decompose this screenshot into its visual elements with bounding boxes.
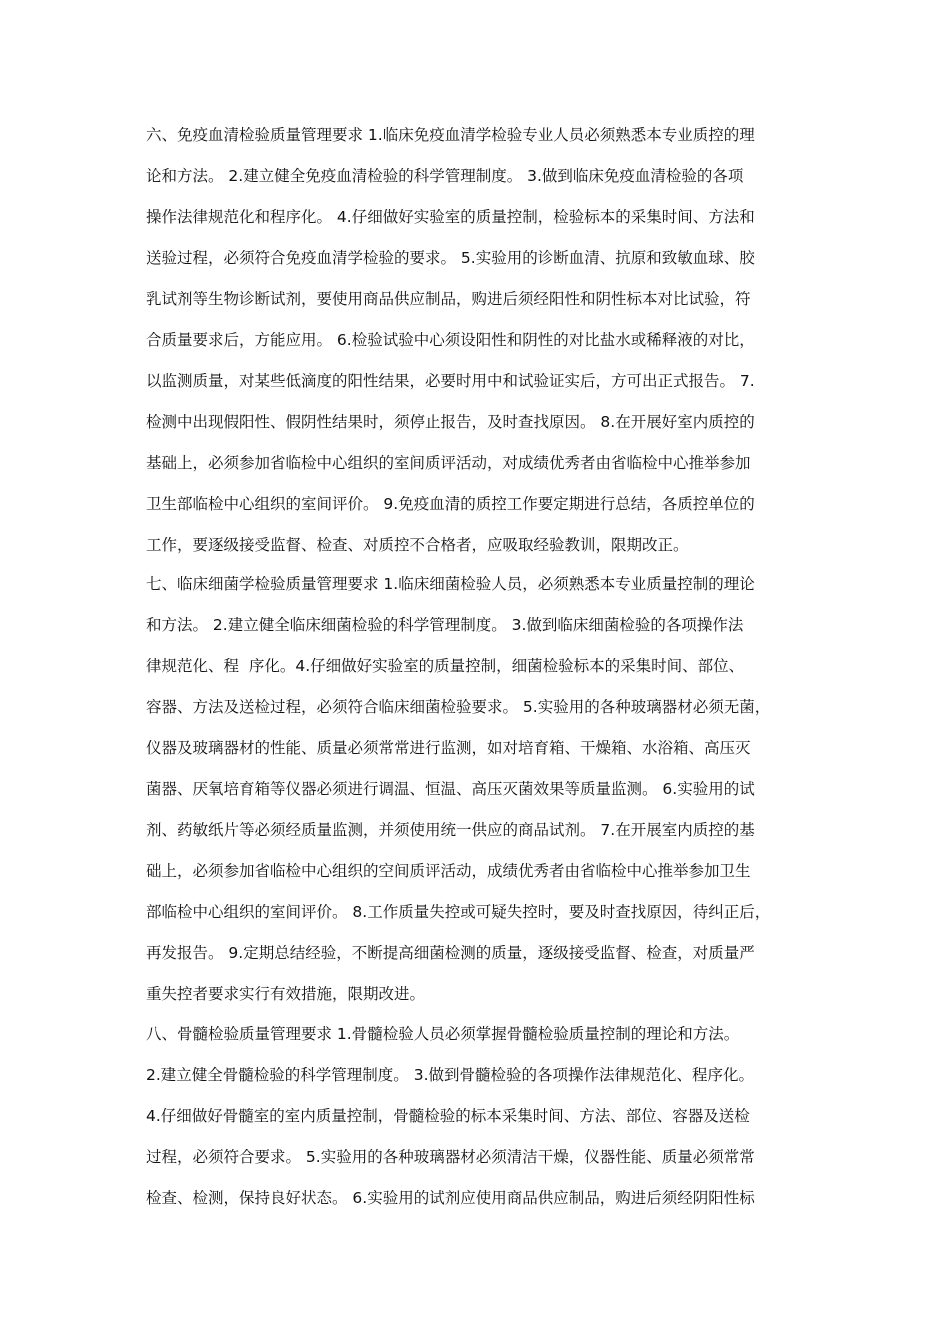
text-line: 基础上，必须参加省临检中心组织的室间质评活动，对成绩优秀者由省临检中心推举参加 (146, 454, 751, 472)
text-line: 容器、方法及送检过程，必须符合临床细菌检验要求。 5.实验用的各种玻璃器材必须无菌， (146, 698, 771, 716)
text-line: 以监测质量，对某些低滴度的阳性结果，必要时用中和试验证实后，方可出正式报告。 7. (146, 372, 755, 390)
text-line: 工作，要逐级接受监督、检查、对质控不合格者，应吸取经验教训，限期改正。 (146, 536, 689, 554)
text-line: 重失控者要求实行有效措施，限期改进。 (146, 985, 426, 1003)
text-line: 乳试剂等生物诊断试剂，要使用商品供应制品，购进后须经阳性和阴性标本对比试验，符 (146, 290, 751, 308)
text-line: 操作法律规范化和程序化。 4.仔细做好实验室的质量控制，检验标本的采集时间、方法和 (146, 208, 755, 226)
text-line: 律规范化、程 序化。4.仔细做好实验室的质量控制，细菌检验标本的采集时间、部位、 (146, 657, 745, 675)
text-line: 检查、检测，保持良好状态。 6.实验用的试剂应使用商品供应制品，购进后须经阴阳性标 (146, 1189, 755, 1207)
text-line: 仪器及玻璃器材的性能、质量必须常常进行监测，如对培育箱、干燥箱、水浴箱、高压灭 (146, 739, 751, 757)
text-line: 检测中出现假阳性、假阴性结果时，须停止报告，及时查找原因。 8.在开展好室内质控的 (146, 413, 755, 431)
text-line: 再发报告。 9.定期总结经验，不断提高细菌检测的质量，逐级接受监督、检查，对质量严 (146, 944, 755, 962)
text-line: 4.仔细做好骨髓室的室内质量控制，骨髓检验的标本采集时间、方法、部位、容器及送检 (146, 1107, 750, 1125)
text-line: 2.建立健全骨髓检验的科学管理制度。 3.做到骨髓检验的各项操作法律规范化、程序化。 (146, 1066, 755, 1084)
text-line: 部临检中心组织的室间评价。 8.工作质量失控或可疑失控时，要及时查找原因，待纠正后， (146, 903, 771, 921)
text-line: 合质量要求后，方能应用。 6.检验试验中心须设阳性和阴性的对比盐水或稀释液的对比， (146, 331, 755, 349)
text-line: 础上，必须参加省临检中心组织的空间质评活动，成绩优秀者由省临检中心推举参加卫生 (146, 862, 751, 880)
text-line: 卫生部临检中心组织的室间评价。 9.免疫血清的质控工作要定期进行总结，各质控单位的 (146, 495, 755, 513)
text-line: 七、临床细菌学检验质量管理要求 1.临床细菌检验人员，必须熟悉本专业质量控制的理论 (146, 575, 755, 593)
text-line: 八、骨髓检验质量管理要求 1.骨髓检验人员必须掌握骨髓检验质量控制的理论和方法。 (146, 1025, 740, 1043)
text-line: 剂、药敏纸片等必须经质量监测，并须使用统一供应的商品试剂。 7.在开展室内质控的基 (146, 821, 755, 839)
text-line: 过程，必须符合要求。 5.实验用的各种玻璃器材必须清洁干燥，仪器性能、质量必须常常 (146, 1148, 755, 1166)
text-line: 菌器、厌氧培育箱等仪器必须进行调温、恒温、高压灭菌效果等质量监测。 6.实验用的试 (146, 780, 755, 798)
text-line: 论和方法。 2.建立健全免疫血清检验的科学管理制度。 3.做到临床免疫血清检验的各项 (146, 167, 744, 185)
text-line: 六、免疫血清检验质量管理要求 1.临床免疫血清学检验专业人员必须熟悉本专业质控的理 (146, 126, 755, 144)
text-line: 和方法。 2.建立健全临床细菌检验的科学管理制度。 3.做到临床细菌检验的各项操作法 (146, 616, 744, 634)
text-line: 送验过程，必须符合免疫血清学检验的要求。 5.实验用的诊断血清、抗原和致敏血球、胶 (146, 249, 755, 267)
